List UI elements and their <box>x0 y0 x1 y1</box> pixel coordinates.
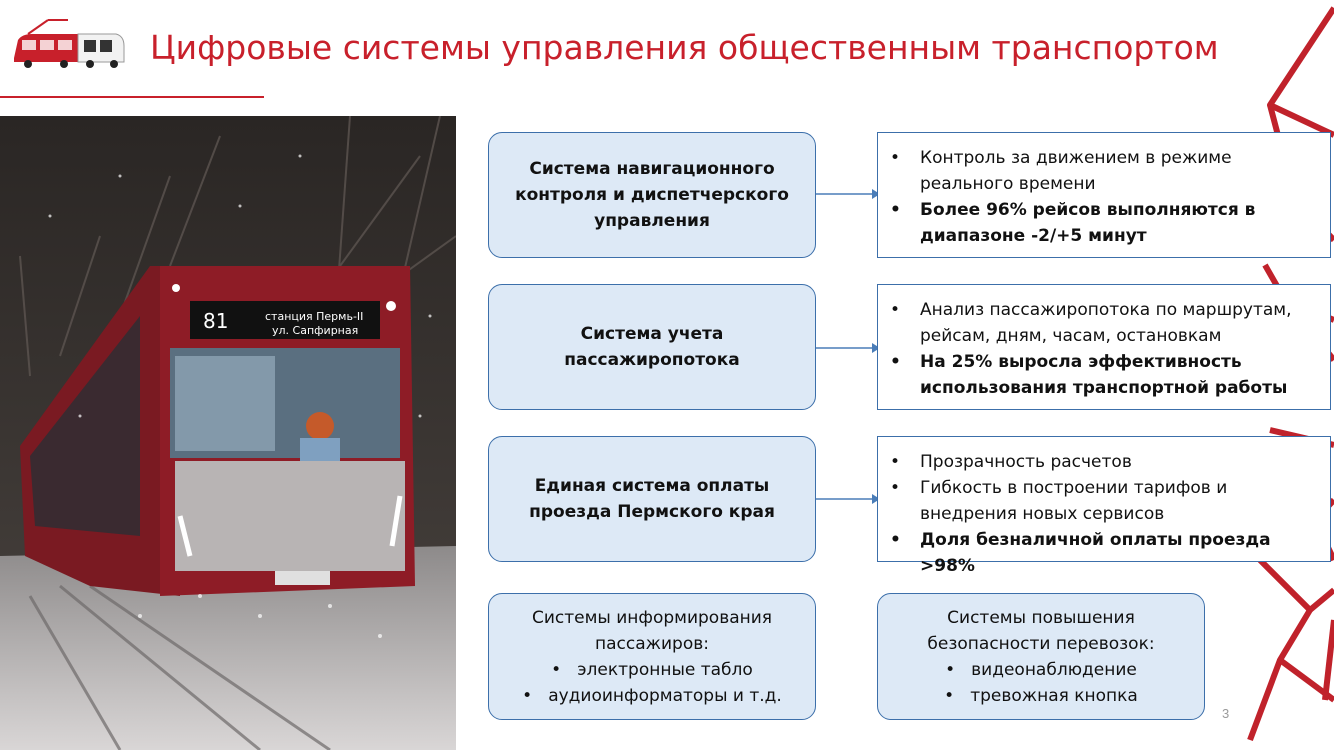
route-number: 81 <box>203 309 229 333</box>
passenger-count-point-2: • На 25% выросла эффективность использования транспортной работы <box>888 349 1320 401</box>
title-underline <box>0 96 264 98</box>
destination-line1: станция Пермь-II <box>265 310 364 323</box>
navigation-point-2: • Более 96% рейсов выполняются в диапазоне -2/+5 минут <box>888 197 1320 249</box>
safety-item-2: • тревожная кнопка <box>944 683 1138 709</box>
navigation-point-1: • Контроль за движением в режиме реального времени <box>888 145 1320 197</box>
passenger-info-item-2: • аудиоинформаторы и т.д. <box>522 683 782 709</box>
payment-details-panel <box>877 436 1331 576</box>
passenger-info-box <box>488 593 816 720</box>
safety-heading-2: безопасности перевозок: <box>927 633 1155 654</box>
payment-point-1: • Прозрачность расчетов <box>888 449 1320 475</box>
passenger-count-system-box <box>488 284 816 410</box>
arrow-3 <box>816 492 880 506</box>
passenger-count-details-panel <box>877 284 1331 410</box>
navigation-system-label: Система навигационного контроля и диспетчерского управления <box>515 159 789 231</box>
passenger-count-system-label: Система учета пассажиропотока <box>564 324 740 370</box>
navigation-details-panel <box>877 132 1331 258</box>
passenger-count-point-1: • Анализ пассажиропотока по маршрутам, рейсам, дням, часам, остановкам <box>888 297 1320 349</box>
bus-photo <box>0 116 456 750</box>
payment-point-2: • Гибкость в построении тарифов и внедрения новых сервисов <box>888 475 1320 527</box>
navigation-system-box <box>488 132 816 258</box>
arrow-2 <box>816 341 880 355</box>
destination-line2: ул. Сапфирная <box>272 324 359 337</box>
safety-item-1: • видеонаблюдение <box>944 657 1138 683</box>
payment-system-box <box>488 436 816 562</box>
safety-box <box>877 593 1205 720</box>
payment-system-label: Единая система оплаты проезда Пермского края <box>529 476 775 522</box>
passenger-info-item-1: • электронные табло <box>522 657 782 683</box>
passenger-info-heading-1: Системы информирования <box>531 607 773 628</box>
safety-heading-1: Системы повышения <box>947 607 1135 628</box>
passenger-info-heading-2: пассажиров: <box>595 633 709 654</box>
page-title: Цифровые системы управления общественным транспортом <box>150 28 1219 67</box>
tram-logo <box>8 16 126 72</box>
arrow-1 <box>816 187 880 201</box>
payment-point-3: • Доля безналичной оплаты проезда >98% <box>888 527 1320 579</box>
page-number: 3 <box>1222 706 1230 721</box>
